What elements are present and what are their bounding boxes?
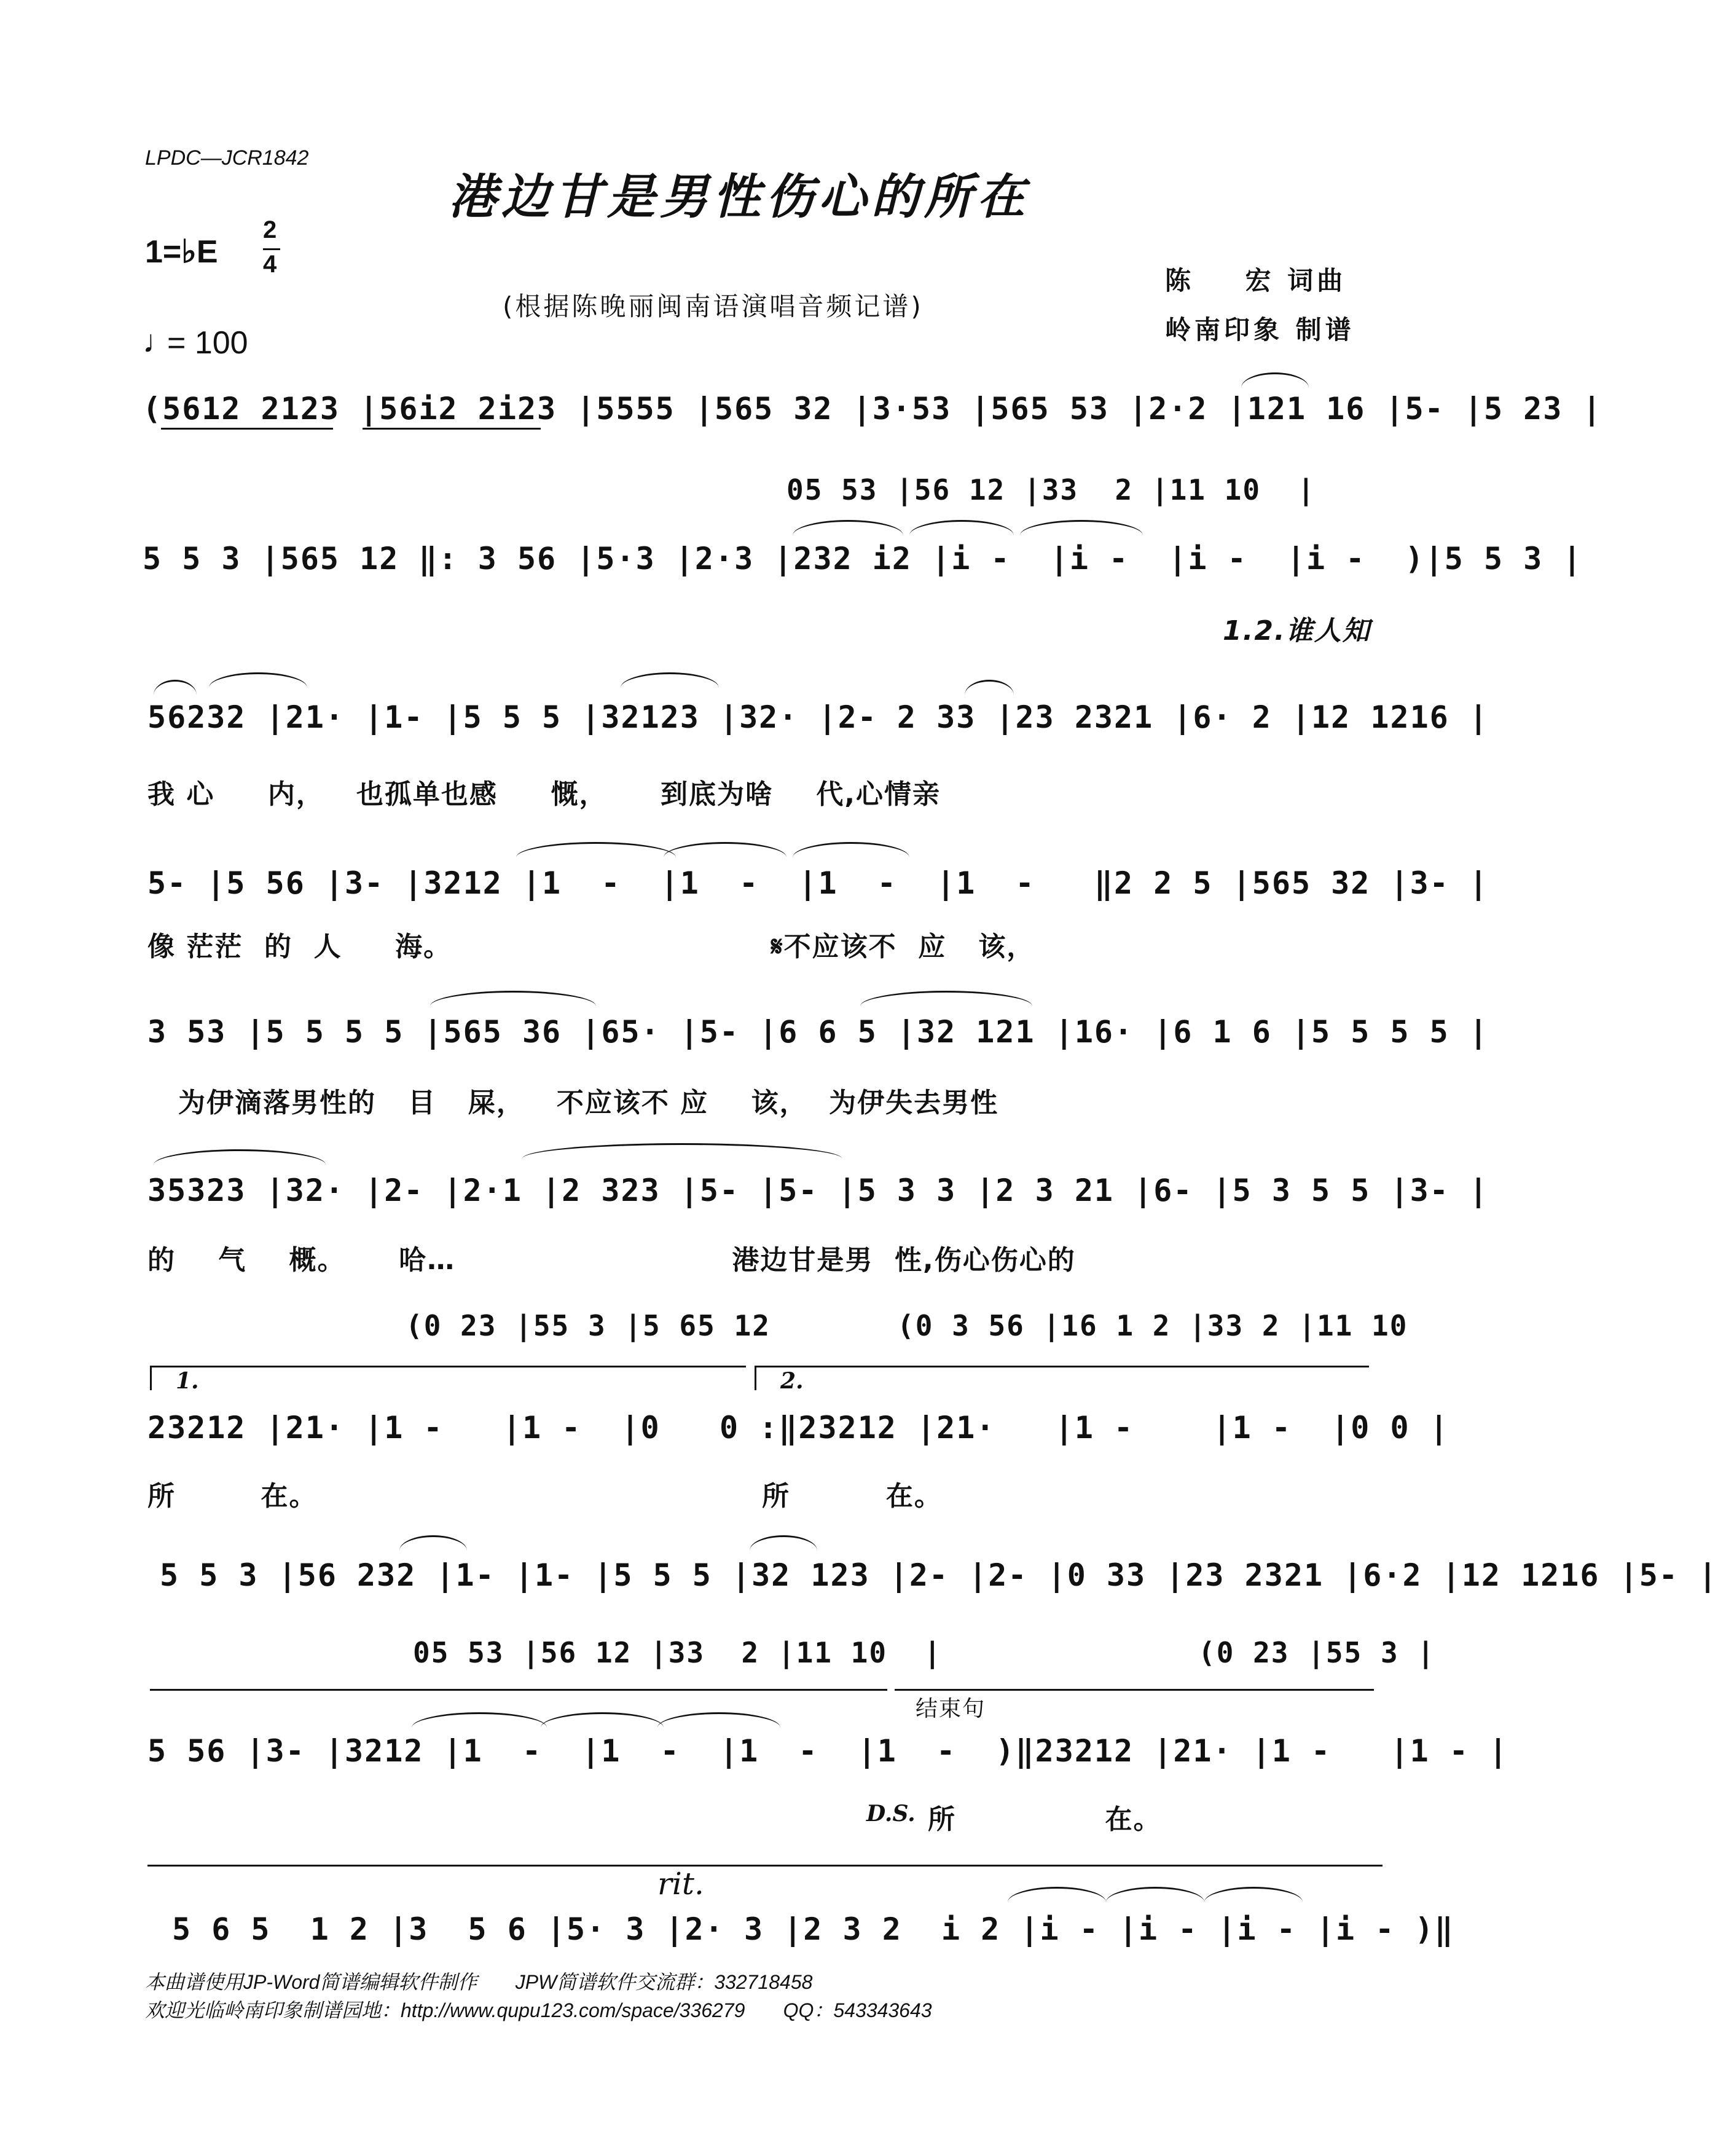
slur: [430, 991, 596, 1006]
key-signature: 1=♭E: [145, 234, 218, 270]
ending-label: 结束句: [916, 1696, 986, 1721]
tie: [1008, 1887, 1106, 1902]
slur: [209, 672, 307, 688]
lyric-line-7b: 所 在。: [762, 1481, 943, 1512]
lyric-line-4: 像 茫茫 的 人 海。 𝄋不应该不 应 该，: [147, 931, 1035, 962]
credit-transcriber: 岭南印象 制谱: [1165, 315, 1355, 345]
tempo-value: = 100: [167, 325, 248, 361]
subtitle: (根据陈晚丽闽南语演唱音频记谱): [503, 291, 924, 321]
volta-bracket-1: [150, 1366, 746, 1367]
slur: [522, 1143, 842, 1159]
song-title: 港边甘是男性伤心的所在: [449, 169, 1030, 225]
notation-line-6: 35323 |32· |2- |2·1 |2 323 |5- |5- |5 3 3 |2 3 21 |6- |5 3 5 5 |3- |: [147, 1173, 1489, 1208]
notation-line-4: 5- |5 56 |3- |3212 |1 - |1 - |1 - |1 - ‖2 2 5 |565 32 |3- |: [147, 865, 1489, 901]
lyric-line-3: 我 心 内， 也孤单也感 慨， 到底为啥 代,心情亲: [147, 779, 941, 810]
time-signature-bottom: 4: [263, 251, 277, 278]
time-signature-bar: [263, 248, 280, 250]
volta-label-1: 1.: [176, 1368, 199, 1394]
tie: [664, 842, 786, 857]
notation-line-1: (5612 2123 |56i2 2i23 |5555 |565 32 |3·53 |565 53 |2·2 |121 16 |5- |5 23 |: [143, 391, 1602, 427]
upper-countermelody-2: 05 53 |56 12 |33 2 |11 10 |: [786, 473, 1316, 506]
lyric-line-5: 为伊滴落男性的 目 屎， 不应该不 应 该， 为伊失去男性: [178, 1087, 999, 1119]
tie: [909, 520, 1014, 535]
credit-lyrics-music: 陈 宏 词曲: [1165, 266, 1347, 296]
lyric-line-7a: 所 在。: [147, 1481, 318, 1512]
notation-line-7: 23212 |21· |1 - |1 - |0 0 :‖23212 |21· |1 - |1 - |0 0 |: [147, 1410, 1449, 1446]
tie: [793, 842, 909, 857]
tie: [541, 1712, 664, 1728]
notation-line-10: 5 6 5 1 2 |3 5 6 |5· 3 |2· 3 |2 3 2 i 2 |i - |i - |i - |i - )‖: [172, 1911, 1454, 1947]
volta-label-2: 2.: [780, 1368, 804, 1394]
score-code: LPDC—JCR1842: [145, 146, 309, 170]
tie: [412, 1712, 547, 1728]
coda-bracket: [895, 1689, 1374, 1691]
beam: [363, 428, 541, 430]
coda-line: [147, 1865, 1383, 1867]
beam: [161, 428, 333, 430]
footer-website: 欢迎光临岭南印象制谱园地：http://www.qupu123.com/space/336279 QQ：543343643: [145, 1999, 932, 2021]
slur: [621, 672, 719, 688]
upper-countermelody-9b: (0 23 |55 3 |: [1198, 1636, 1436, 1669]
volta-bracket-2: [755, 1366, 1369, 1367]
slur: [965, 680, 1014, 695]
repeat-bracket: [150, 1689, 887, 1691]
tie: [1020, 520, 1143, 535]
notation-line-9: 5 56 |3- |3212 |1 - |1 - |1 - |1 - )‖23212 |21· |1 - |1 - |: [147, 1733, 1509, 1769]
tie: [750, 1535, 817, 1551]
slur: [154, 1149, 326, 1165]
upper-countermelody-7b: (0 3 56 |16 1 2 |33 2 |11 10: [897, 1309, 1408, 1342]
tie: [1106, 1887, 1204, 1902]
lyric-line-9: 所 在。: [928, 1804, 1162, 1835]
verse-label: 1.2.谁人知: [1223, 615, 1371, 647]
tempo-note-icon: ♩: [143, 324, 175, 360]
dal-segno-mark: D.S.: [866, 1801, 916, 1827]
upper-countermelody-9a: 05 53 |56 12 |33 2 |11 10 |: [413, 1636, 943, 1669]
tie: [1241, 372, 1309, 388]
ritardando-mark: rit.: [657, 1866, 704, 1902]
notation-line-5: 3 53 |5 5 5 5 |565 36 |65· |5- |6 6 5 |32 121 |16· |6 1 6 |5 5 5 5 |: [147, 1014, 1489, 1050]
tie: [516, 842, 676, 857]
footer-software: 本曲谱使用JP-Word简谱编辑软件制作 JPW简谱软件交流群：332718458: [145, 1971, 813, 1993]
volta-bracket-2-edge: [755, 1366, 756, 1390]
upper-countermelody-7a: (0 23 |55 3 |5 65 12: [406, 1309, 771, 1342]
tie: [657, 1712, 780, 1728]
notation-line-2: 5 5 3 |565 12 ‖: 3 56 |5·3 |2·3 |232 i2 |i - |i - |i - |i - )|5 5 3 |: [143, 541, 1583, 576]
tie: [1204, 1887, 1303, 1902]
tie: [399, 1535, 467, 1551]
tie: [793, 520, 903, 535]
volta-bracket-1-edge: [150, 1366, 152, 1390]
slur: [154, 680, 197, 695]
slur: [860, 991, 1032, 1006]
notation-line-3: 56232 |21· |1- |5 5 5 |32123 |32· |2- 2 33 |23 2321 |6· 2 |12 1216 |: [147, 699, 1489, 735]
lyric-line-6: 的 气 概。 哈… 港边甘是男 性,伤心伤心的: [147, 1245, 1076, 1276]
notation-line-8: 5 5 3 |56 232 |1- |1- |5 5 5 |32 123 |2- |2- |0 33 |23 2321 |6·2 |12 1216 |5- |: [160, 1557, 1718, 1593]
time-signature-top: 2: [263, 216, 277, 243]
